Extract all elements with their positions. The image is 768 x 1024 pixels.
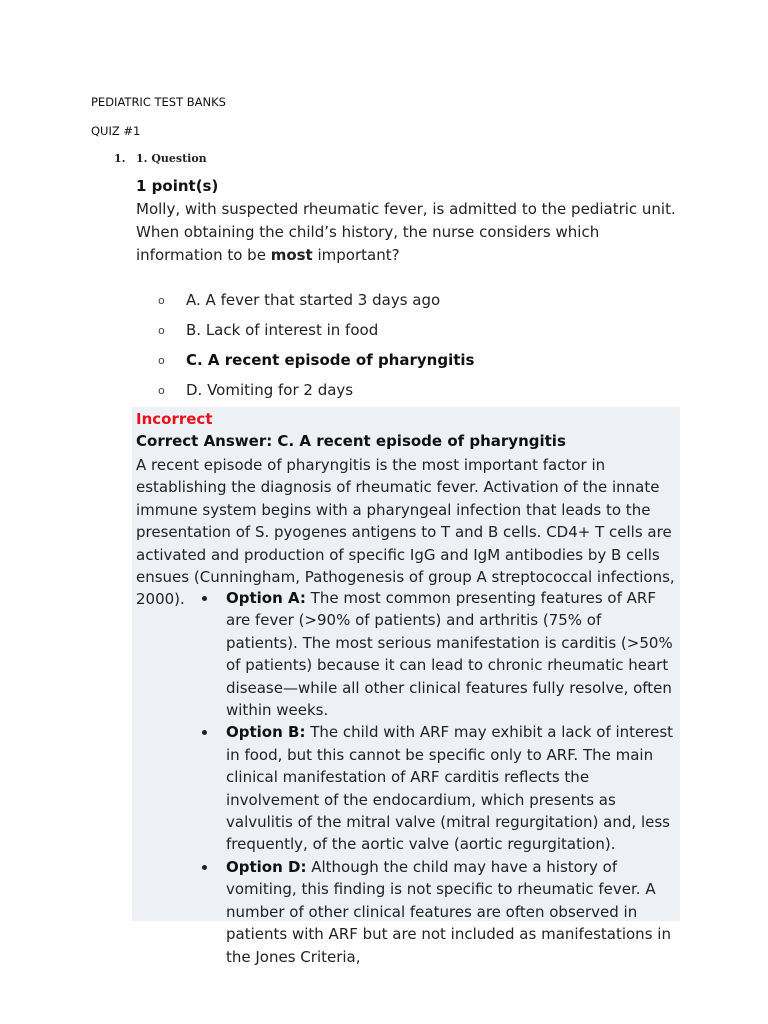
- answer-option-label: D. Vomiting for 2 days: [186, 381, 354, 399]
- rationale-option-b: [202, 721, 674, 855]
- answer-options: [136, 289, 676, 409]
- question-points: 1 point(s): [136, 177, 219, 195]
- stem-emphasis: most: [270, 246, 313, 264]
- answer-option-a[interactable]: [136, 289, 676, 319]
- answer-option-label: B. Lack of interest in food: [186, 321, 379, 339]
- correct-answer: Correct Answer: C. A recent episode of pharyngitis: [136, 432, 566, 450]
- circle-bullet-icon: o: [158, 324, 165, 337]
- quiz-heading: QUIZ #1: [91, 124, 141, 138]
- answer-option-b[interactable]: [136, 319, 676, 349]
- circle-bullet-icon: o: [158, 294, 165, 307]
- bullet-icon: [202, 730, 207, 735]
- circle-bullet-icon: o: [158, 384, 165, 397]
- answer-option-label: C. A recent episode of pharyngitis: [186, 351, 475, 369]
- circle-bullet-icon: o: [158, 354, 165, 367]
- rationale-text: The child with ARF may exhibit a lack of interest in food, but this cannot be specific only to ARF. The main clinical manifestation of ARF carditis reflects the involvement of the endocardium, which presents as valvulitis of the mitral valve (mitral regurgitation) and, less frequently, of the aortic valve (aortic regurgitation).: [226, 723, 674, 854]
- feedback-panel: [132, 407, 680, 966]
- answer-option-c[interactable]: [136, 349, 676, 379]
- rationale-option-d: [202, 856, 674, 968]
- rationale-text: Although the child may have a history of vomiting, this finding is not specific to rheumatic fever. A number of other clinical features are often observed in patients with ARF but are not included as manifestations in the Jones Criteria,: [226, 857, 671, 966]
- bullet-icon: [202, 596, 207, 601]
- stem-text: Molly, with suspected rheumatic fever, is admitted to the pediatric unit. When obtaining the child’s history, the nurse considers which information to be: [136, 200, 676, 264]
- stem-text-end: important?: [312, 246, 400, 264]
- option-rationales: [202, 587, 674, 968]
- question-number: 1.: [114, 152, 126, 165]
- answer-option-d[interactable]: [136, 379, 676, 409]
- bullet-icon: [202, 865, 207, 870]
- document-title: PEDIATRIC TEST BANKS: [91, 95, 226, 109]
- feedback-explanation: A recent episode of pharyngitis is the most important factor in establishing the diagnosis of rheumatic fever. Activation of the innate immune system begins with a pharyngeal infection that leads to the presentation of S. pyogenes antigens to T and B cells. CD4+ T cells are activated and production of specific IgG and IgM antibodies by B cells ensues (Cunningham, Pathogenesis of group A streptococcal infections, 2000).: [136, 456, 675, 609]
- answer-option-label: A. A fever that started 3 days ago: [186, 291, 441, 309]
- rationale-text: The most common presenting features of ARF are fever (>90% of patients) and arthritis (75% of patients). The most serious manifestation is carditis (>50% of patients) because it can lead to chronic rheumatic heart disease—while all other clinical features fully resolve, often within weeks.: [226, 589, 673, 720]
- rationale-lead: Option D:: [226, 857, 307, 876]
- feedback-status: Incorrect: [136, 410, 213, 428]
- question-label: 1. Question: [136, 152, 207, 165]
- rationale-lead: Option B:: [226, 723, 306, 742]
- rationale-lead: Option A:: [226, 589, 306, 607]
- question-stem: [136, 198, 676, 267]
- rationale-option-a: [202, 587, 674, 721]
